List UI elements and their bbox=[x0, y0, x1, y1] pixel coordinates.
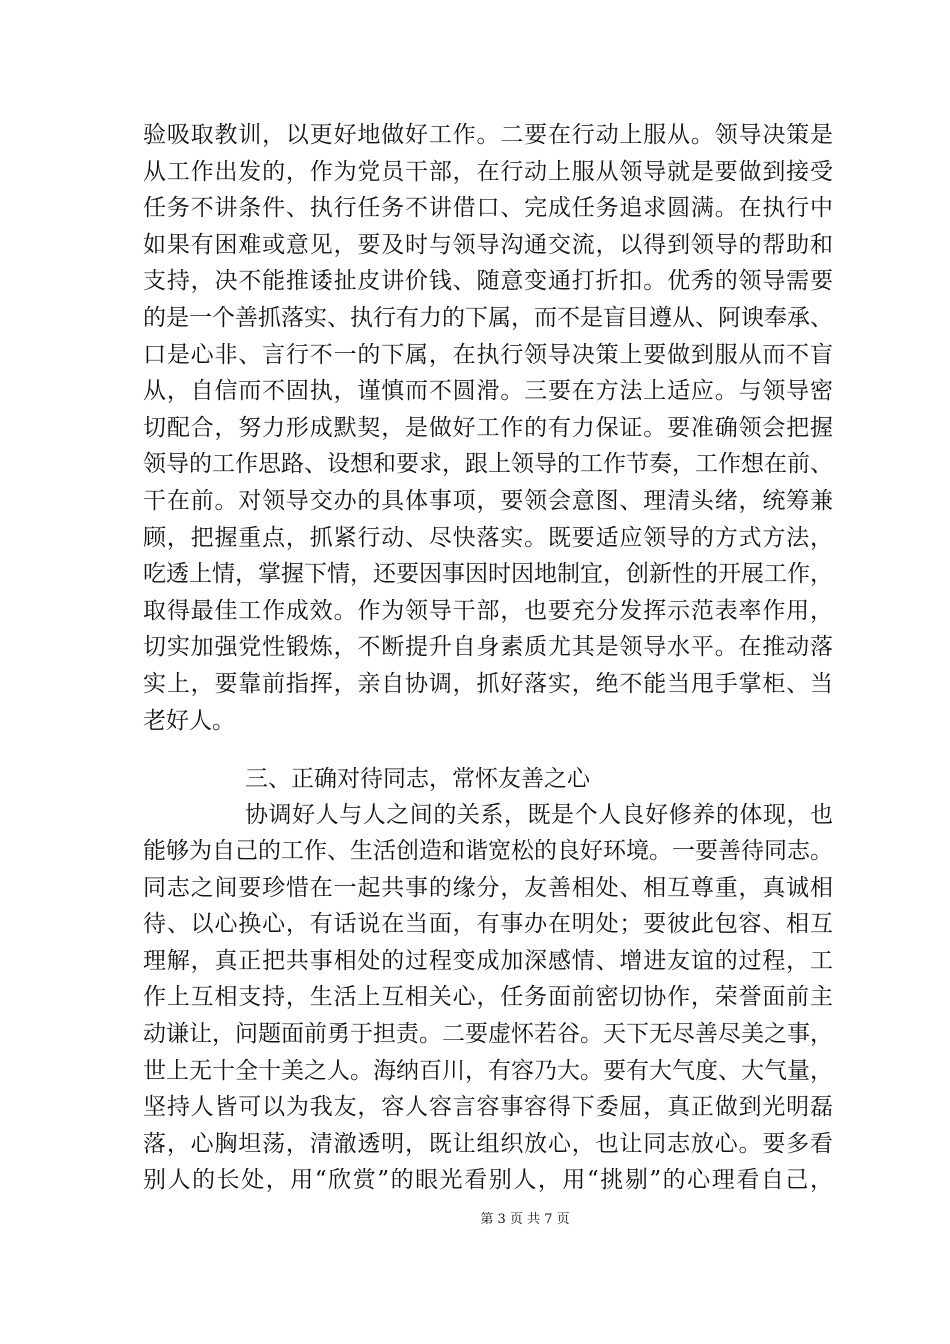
text-line: 实上，要靠前指挥，亲自协调，抓好落实，绝不能当甩手掌柜、当 bbox=[143, 671, 833, 697]
paragraph-first-line: 协调好人与人之间的关系，既是个人良好修养的体现，也 bbox=[245, 802, 833, 828]
text-line: 世上无十全十美之人。海纳百川，有容乃大。要有大气度、大气量， bbox=[143, 1057, 833, 1084]
text-line: 同志之间要珍惜在一起共事的缘分，友善相处、相互尊重，真诚相 bbox=[143, 874, 833, 901]
text-line: 坚持人皆可以为我友，容人容言容事容得下委屈，真正做到光明磊 bbox=[143, 1094, 833, 1121]
text-line: 动谦让，问题面前勇于担责。二要虚怀若谷。天下无尽善尽美之事， bbox=[143, 1021, 833, 1047]
section-heading: 三、正确对待同志，常怀友善之心 bbox=[245, 766, 590, 792]
text-line: 顾，把握重点，抓紧行动、尽快落实。既要适应领导的方式方法， bbox=[143, 524, 833, 551]
text-line: 任务不讲条件、执行任务不讲借口、完成任务追求圆满。在执行中 bbox=[143, 195, 833, 222]
text-line: 口是心非、言行不一的下属，在执行领导决策上要做到服从而不盲 bbox=[143, 341, 833, 368]
text-line: 作上互相支持，生活上互相关心，任务面前密切协作，荣誉面前主 bbox=[143, 984, 833, 1011]
text-line: 切实加强党性锻炼，不断提升自身素质尤其是领导水平。在推动落 bbox=[143, 634, 833, 661]
text-line: 待、以心换心，有话说在当面，有事办在明处；要彼此包容、相互 bbox=[143, 911, 833, 938]
text-line: 落，心胸坦荡，清澈透明，既让组织放心，也让同志放心。要多看 bbox=[143, 1130, 833, 1157]
text-line: 取得最佳工作成效。作为领导干部，也要充分发挥示范表率作用， bbox=[143, 597, 833, 624]
text-line: 支持，决不能推诿扯皮讲价钱、随意变通打折扣。优秀的领导需要 bbox=[143, 268, 833, 295]
text-line: 理解，真正把共事相处的过程变成加深感情、增进友谊的过程，工 bbox=[143, 947, 833, 974]
text-line: 别人的长处，用“欣赏”的眼光看别人，用“挑剔”的心理看自己， bbox=[143, 1167, 833, 1194]
page-number: 第 3 页 共 7 页 bbox=[480, 1212, 570, 1227]
text-line: 领导的工作思路、设想和要求，跟上领导的工作节奏，工作想在前、 bbox=[143, 451, 833, 478]
text-line: 老好人。 bbox=[143, 707, 235, 734]
text-line: 如果有困难或意见，要及时与领导沟通交流，以得到领导的帮助和 bbox=[143, 231, 833, 258]
text-line: 能够为自己的工作、生活创造和谐宽松的良好环境。一要善待同志。 bbox=[143, 838, 833, 864]
text-line: 从工作出发的，作为党员干部，在行动上服从领导就是要做到接受 bbox=[143, 158, 833, 185]
text-line: 干在前。对领导交办的具体事项，要领会意图、理清头绪，统筹兼 bbox=[143, 488, 833, 514]
text-line: 的是一个善抓落实、执行有力的下属，而不是盲目遵从、阿谀奉承、 bbox=[143, 305, 833, 331]
text-line: 切配合，努力形成默契，是做好工作的有力保证。要准确领会把握 bbox=[143, 414, 833, 441]
text-line: 验吸取教训，以更好地做好工作。二要在行动上服从。领导决策是 bbox=[143, 122, 833, 148]
text-line: 从，自信而不固执，谨慎而不圆滑。三要在方法上适应。与领导密 bbox=[143, 378, 833, 405]
text-line: 吃透上情，掌握下情，还要因事因时因地制宜，创新性的开展工作， bbox=[143, 561, 833, 588]
